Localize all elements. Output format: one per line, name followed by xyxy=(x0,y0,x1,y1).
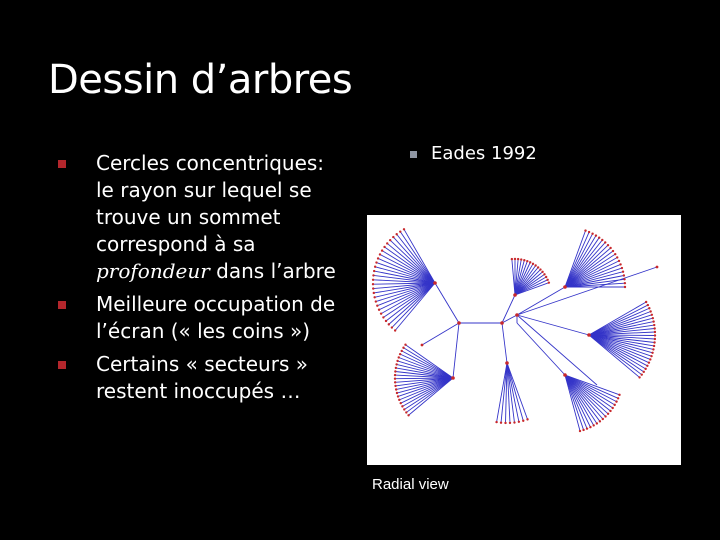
tree-node xyxy=(653,324,655,326)
tree-node xyxy=(648,361,650,363)
reference-bullet xyxy=(410,143,537,165)
tree-node xyxy=(604,241,606,243)
tree-node xyxy=(563,285,567,289)
tree-node xyxy=(534,264,536,266)
tree-node xyxy=(596,422,598,424)
tree-edge xyxy=(397,234,435,283)
tree-node xyxy=(407,414,409,416)
tree-node xyxy=(520,258,522,260)
tree-node xyxy=(641,373,643,375)
tree-edge xyxy=(517,315,597,385)
tree-node xyxy=(607,244,609,246)
tree-node xyxy=(385,320,387,322)
tree-node xyxy=(375,261,377,263)
tree-node xyxy=(582,429,584,431)
tree-node xyxy=(614,253,616,255)
tree-node xyxy=(401,405,403,407)
square-bullet-icon xyxy=(58,361,66,369)
tree-node xyxy=(395,367,397,369)
tree-node xyxy=(378,309,380,311)
bullet-text: Meilleure occupation de l’écran (« les coins ») xyxy=(96,292,336,343)
tree-node xyxy=(584,229,586,231)
tree-node xyxy=(515,313,519,317)
tree-node xyxy=(588,231,590,233)
tree-node xyxy=(654,331,656,333)
tree-node xyxy=(373,292,375,294)
tree-node xyxy=(396,233,398,235)
tree-node xyxy=(650,355,652,357)
tree-node xyxy=(654,334,656,336)
tree-node xyxy=(593,424,595,426)
tree-node xyxy=(537,266,539,268)
figure-caption: Radial view xyxy=(372,476,449,493)
tree-node xyxy=(433,281,437,285)
bullet-text: Cercles concentriques: le rayon sur lequel se trouve un sommet correspond à sa xyxy=(96,151,325,256)
tree-node xyxy=(386,242,388,244)
tree-node xyxy=(602,418,604,420)
tree-node xyxy=(511,258,513,260)
tree-node xyxy=(526,260,528,262)
tree-node xyxy=(624,282,626,284)
slide-title: Dessin d’arbres xyxy=(48,57,353,103)
tree-node xyxy=(543,273,545,275)
tree-node xyxy=(513,293,517,297)
tree-node xyxy=(638,376,640,378)
tree-node xyxy=(376,305,378,307)
tree-node xyxy=(400,402,402,404)
bullet-text-end: dans l’arbre xyxy=(209,259,336,283)
bullet-emphasis: profondeur xyxy=(96,259,210,283)
tree-node xyxy=(500,321,504,325)
tree-node xyxy=(394,385,396,387)
tree-node xyxy=(513,421,515,423)
tree-node xyxy=(514,258,516,260)
tree-node xyxy=(522,420,524,422)
tree-node xyxy=(619,263,621,265)
tree-node xyxy=(403,408,405,410)
tree-node xyxy=(645,301,647,303)
tree-edge xyxy=(512,259,515,295)
square-bullet-icon xyxy=(58,160,66,168)
tree-node xyxy=(389,239,391,241)
tree-node xyxy=(374,266,376,268)
tree-node xyxy=(380,312,382,314)
tree-edge xyxy=(395,283,435,330)
tree-node xyxy=(539,268,541,270)
tree-node xyxy=(372,283,374,285)
tree-node xyxy=(604,415,606,417)
tree-node xyxy=(649,310,651,312)
tree-node xyxy=(526,418,528,420)
bullet-item-unused-sectors xyxy=(58,351,348,405)
tree-edge xyxy=(517,323,565,375)
tree-node xyxy=(517,258,519,260)
tree-edge xyxy=(589,322,654,335)
tree-node xyxy=(612,407,614,409)
tree-node xyxy=(653,341,655,343)
square-bullet-icon xyxy=(58,301,66,309)
tree-node xyxy=(405,411,407,413)
tree-node xyxy=(601,239,603,241)
tree-node xyxy=(652,320,654,322)
tree-node xyxy=(652,348,654,350)
tree-node xyxy=(541,271,543,273)
tree-node xyxy=(545,276,547,278)
tree-node xyxy=(563,373,567,377)
bullet-item-screen-occupation xyxy=(58,291,348,345)
reference-text: Eades 1992 xyxy=(431,143,537,164)
tree-node xyxy=(622,271,624,273)
tree-node xyxy=(399,230,401,232)
tree-node xyxy=(647,304,649,306)
tree-node xyxy=(394,370,396,372)
tree-node xyxy=(404,344,406,346)
tree-node xyxy=(509,422,511,424)
tree-node xyxy=(394,329,396,331)
radial-tree-figure xyxy=(367,215,681,465)
tree-node xyxy=(656,266,659,269)
tree-node xyxy=(614,404,616,406)
tree-node xyxy=(396,392,398,394)
tree-node xyxy=(504,422,506,424)
tree-node xyxy=(609,410,611,412)
tree-node xyxy=(394,381,396,383)
tree-edge xyxy=(507,363,528,419)
bullet-list xyxy=(58,150,348,411)
tree-node xyxy=(394,378,396,380)
tree-node xyxy=(373,270,375,272)
tree-node xyxy=(373,296,375,298)
tree-node xyxy=(388,323,390,325)
tree-node xyxy=(598,236,600,238)
tree-node xyxy=(653,327,655,329)
tree-node xyxy=(383,246,385,248)
tree-node xyxy=(652,317,654,319)
tree-node xyxy=(643,371,645,373)
tree-node xyxy=(607,413,609,415)
tree-node xyxy=(421,344,424,347)
tree-node xyxy=(500,422,502,424)
tree-node xyxy=(372,274,374,276)
tree-node xyxy=(616,256,618,258)
tree-node xyxy=(644,368,646,370)
tree-edge xyxy=(589,311,651,335)
tree-node xyxy=(653,345,655,347)
tree-node xyxy=(624,286,626,288)
tree-node xyxy=(398,356,400,358)
bullet-item-concentric-circles xyxy=(58,150,348,285)
tree-node xyxy=(599,420,601,422)
tree-node xyxy=(495,421,497,423)
radial-tree-drawing xyxy=(367,215,681,465)
tree-node xyxy=(548,281,550,283)
tree-node xyxy=(586,427,588,429)
tree-edge xyxy=(502,323,507,363)
tree-node xyxy=(381,249,383,251)
tree-node xyxy=(505,361,509,365)
tree-node xyxy=(617,397,619,399)
tree-node xyxy=(591,233,593,235)
tree-node xyxy=(615,400,617,402)
bullet-text: Certains « secteurs » restent inoccupés … xyxy=(96,352,308,403)
tree-node xyxy=(587,333,591,337)
tree-node xyxy=(397,395,399,397)
tree-node xyxy=(623,278,625,280)
tree-node xyxy=(654,338,656,340)
tree-node xyxy=(579,430,581,432)
tree-edge xyxy=(589,335,640,377)
tree-node xyxy=(382,316,384,318)
tree-node xyxy=(649,358,651,360)
tree-node xyxy=(618,260,620,262)
tree-node xyxy=(395,363,397,365)
tree-node xyxy=(379,253,381,255)
tree-node xyxy=(372,287,374,289)
tree-node xyxy=(392,236,394,238)
tree-node xyxy=(646,365,648,367)
tree-node xyxy=(457,321,461,325)
tree-node xyxy=(399,353,401,355)
tree-node xyxy=(621,267,623,269)
tree-node xyxy=(618,394,620,396)
tree-edge xyxy=(435,283,459,323)
tree-node xyxy=(403,228,405,230)
tree-node xyxy=(395,388,397,390)
tree-node xyxy=(398,399,400,401)
tree-node xyxy=(651,352,653,354)
tree-node xyxy=(529,261,531,263)
tree-edge xyxy=(422,323,459,345)
tree-edge xyxy=(502,295,515,323)
tree-node xyxy=(396,360,398,362)
tree-node xyxy=(648,307,650,309)
tree-edge xyxy=(453,323,459,378)
tree-node xyxy=(651,314,653,316)
tree-node xyxy=(612,250,614,252)
tree-node xyxy=(546,279,548,281)
tree-node xyxy=(523,259,525,261)
tree-node xyxy=(375,300,377,302)
tree-node xyxy=(394,374,396,376)
tree-node xyxy=(372,279,374,281)
tree-node xyxy=(589,426,591,428)
tree-edge xyxy=(400,354,453,378)
tree-node xyxy=(623,274,625,276)
tree-edge xyxy=(387,243,435,283)
tree-node xyxy=(401,350,403,352)
tree-node xyxy=(595,234,597,236)
tree-node xyxy=(402,347,404,349)
square-bullet-icon xyxy=(410,151,417,158)
tree-node xyxy=(609,247,611,249)
tree-node xyxy=(377,257,379,259)
tree-node xyxy=(518,421,520,423)
tree-node xyxy=(451,376,455,380)
tree-node xyxy=(391,326,393,328)
tree-node xyxy=(532,263,534,265)
